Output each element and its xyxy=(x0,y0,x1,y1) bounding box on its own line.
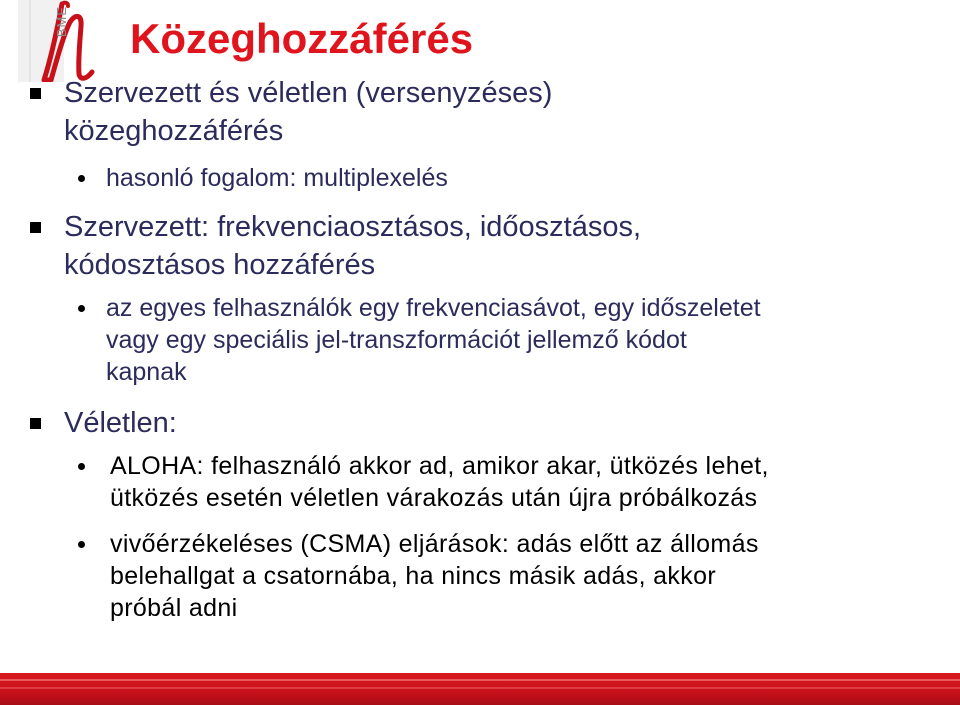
bullet-line: Véletlen: xyxy=(64,407,177,439)
bullet-line: ütközés esetén véletlen várakozás után újra próbálkozás xyxy=(110,484,758,512)
bullet-line: közeghozzáférés xyxy=(64,115,284,147)
bullet-line: vagy egy speciális jel-transzformációt jellemző kódot xyxy=(106,326,687,354)
square-bullet-icon xyxy=(30,88,41,99)
slide-title: Közeghozzáférés xyxy=(130,15,474,62)
bullet-line: ALOHA: felhasználó akkor ad, amikor akar, ütközés lehet, xyxy=(110,452,769,480)
dot-bullet-icon xyxy=(78,463,85,470)
footer-bar xyxy=(0,673,960,705)
bullet-line: kódosztásos hozzáférés xyxy=(64,249,376,281)
bullet-line: az egyes felhasználók egy frekvenciasávot, egy időszeletet xyxy=(106,294,761,322)
bullet-line: Szervezett: frekvenciaosztásos, időosztásos, xyxy=(64,211,642,243)
bullet-line: hasonló fogalom: multiplexelés xyxy=(106,164,448,192)
bullet-line: Szervezett és véletlen (versenyzéses) xyxy=(64,77,553,109)
square-bullet-icon xyxy=(30,222,41,233)
dot-bullet-icon xyxy=(78,305,85,312)
square-bullet-icon xyxy=(30,418,41,429)
bme-logo xyxy=(18,0,118,82)
bullet-line: próbál adni xyxy=(110,594,238,622)
dot-bullet-icon xyxy=(78,541,85,548)
bullet-line: vivőérzékeléses (CSMA) eljárások: adás előtt az állomás xyxy=(110,530,759,558)
bullet-line: kapnak xyxy=(106,358,187,386)
bullet-line: belehallgat a csatornába, ha nincs másik adás, akkor xyxy=(110,562,717,590)
dot-bullet-icon xyxy=(78,175,85,182)
bme-logo-text: BME xyxy=(54,6,69,38)
footer-stripe xyxy=(0,679,960,681)
footer-stripe xyxy=(0,687,960,689)
